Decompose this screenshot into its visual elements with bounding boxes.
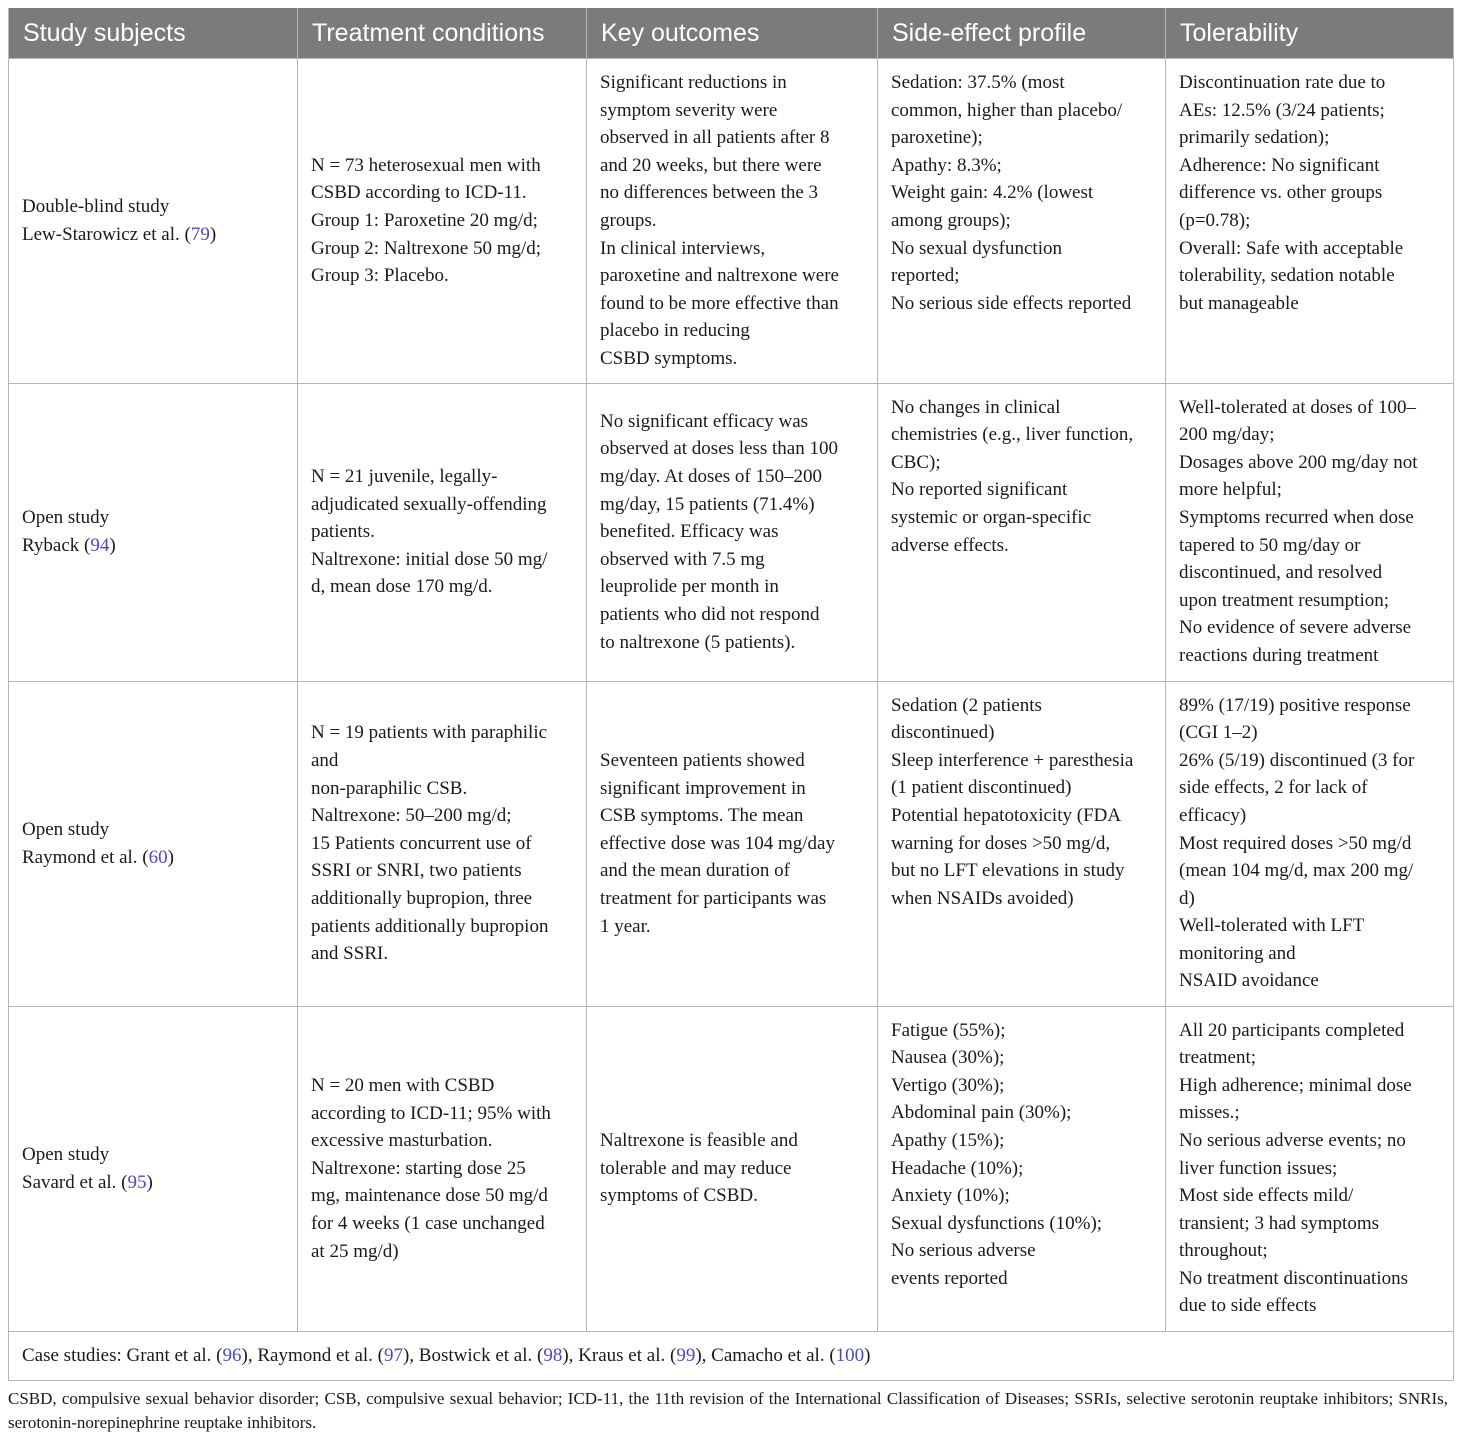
- author-text: Ryback (: [22, 535, 91, 557]
- cell-text-line: leuprolide per month in: [600, 576, 779, 598]
- case-studies-text: ), Camacho et al. (: [695, 1344, 836, 1366]
- cell-text-line: but no LFT elevations in study: [891, 860, 1125, 882]
- cell-text-line: Dosages above 200 mg/day not: [1179, 451, 1418, 473]
- outcomes-cell: [587, 1006, 878, 1331]
- tolerability-cell: [1166, 59, 1454, 384]
- cell-text-line: (mean 104 mg/d, max 200 mg/: [1179, 860, 1414, 882]
- cell-text-line: patients additionally bupropion: [311, 915, 549, 937]
- cell-text-line: placebo in reducing: [600, 320, 750, 342]
- author-text: ): [167, 846, 174, 868]
- cell-text-line: No changes in clinical: [891, 396, 1061, 418]
- cell-text-line: observed at doses less than 100: [600, 438, 838, 460]
- cell-text-line: more helpful;: [1179, 479, 1282, 501]
- reference-link[interactable]: 60: [148, 846, 168, 868]
- cell-text-line: No serious side effects reported: [891, 292, 1132, 314]
- treatment-cell: [298, 681, 587, 1006]
- cell-text-line: Group 2: Naltrexone 50 mg/d;: [311, 237, 542, 259]
- cell-text-line: groups.: [600, 209, 657, 231]
- cell-text-line: Naltrexone is feasible and: [600, 1130, 798, 1152]
- study-author: [22, 221, 284, 249]
- cell-text-line: No serious adverse events; no: [1179, 1129, 1406, 1151]
- cell-text-line: High adherence; minimal dose: [1179, 1074, 1412, 1096]
- study-design: Open study: [22, 507, 110, 529]
- table-row: [9, 681, 1454, 1006]
- cell-text-line: 15 Patients concurrent use of: [311, 832, 532, 854]
- cell-text-line: benefited. Efficacy was: [600, 521, 779, 543]
- table-footnote: CSBD, compulsive sexual behavior disorder; CSB, compulsive sexual behavior; ICD-11, the 11th revision of the International Classification of Diseases; SSRIs, selective serotonin reuptake inhibitors; SNRIs, serotonin-norepinephrine reuptake inhibitors.: [8, 1388, 1448, 1432]
- cell-text-line: adverse effects.: [891, 534, 1009, 556]
- case-studies-text: ), Raymond et al. (: [241, 1344, 384, 1366]
- cell-text-line: difference vs. other groups: [1179, 182, 1383, 204]
- cell-text-line: No significant efficacy was: [600, 410, 809, 432]
- case-studies-text: ), Kraus et al. (: [562, 1344, 677, 1366]
- cell-text-line: reactions during treatment: [1179, 644, 1379, 666]
- cell-text-line: misses.;: [1179, 1102, 1240, 1124]
- cell-text-line: liver function issues;: [1179, 1157, 1338, 1179]
- cell-text-line: Significant reductions in: [600, 72, 787, 93]
- cell-text-line: Group 1: Paroxetine 20 mg/d;: [311, 209, 538, 231]
- cell-text-line: 200 mg/day;: [1179, 424, 1275, 446]
- reference-link[interactable]: 96: [222, 1344, 242, 1366]
- cell-text-line: discontinued, and resolved: [1179, 562, 1383, 584]
- cell-text-line: N = 21 juvenile, legally-: [311, 466, 498, 488]
- treatment-cell: [298, 383, 587, 681]
- cell-text-line: due to side effects: [1179, 1295, 1317, 1317]
- cell-text-line: side effects, 2 for lack of: [1179, 777, 1368, 799]
- cell-text-line: d, mean dose 170 mg/d.: [311, 576, 493, 598]
- cell-text-line: according to ICD-11; 95% with: [311, 1102, 551, 1124]
- cell-text-line: patients.: [311, 521, 375, 543]
- cell-text-line: to naltrexone (5 patients).: [600, 631, 796, 653]
- tolerability-cell: [1166, 1006, 1454, 1331]
- case-studies-cell: [9, 1331, 1454, 1380]
- cell-text-line: Naltrexone: 50–200 mg/d;: [311, 805, 512, 827]
- reference-link[interactable]: 97: [383, 1344, 403, 1366]
- cell-text-line: Discontinuation rate due to: [1179, 72, 1386, 93]
- cell-text-line: Most required doses >50 mg/d: [1179, 832, 1412, 854]
- author-text: ): [146, 1171, 153, 1193]
- cell-text-line: No reported significant: [891, 479, 1068, 501]
- outcomes-cell: [587, 383, 878, 681]
- table-row: [9, 59, 1454, 384]
- cell-text-line: adjudicated sexually-offending: [311, 493, 547, 515]
- cell-text-line: for 4 weeks (1 case unchanged: [311, 1212, 545, 1234]
- cell-text-line: treatment;: [1179, 1047, 1257, 1069]
- cell-text-line: CSBD according to ICD-11.: [311, 182, 527, 204]
- tolerability-cell: [1166, 383, 1454, 681]
- cell-text-line: primarily sedation);: [1179, 127, 1330, 149]
- cell-text-line: Potential hepatotoxicity (FDA: [891, 804, 1122, 826]
- study-subject-cell: [9, 383, 298, 681]
- cell-text-line: N = 19 patients with paraphilic: [311, 722, 548, 744]
- cell-text-line: discontinued): [891, 722, 995, 744]
- cell-text-line: and the mean duration of: [600, 860, 790, 882]
- cell-text-line: AEs: 12.5% (3/24 patients;: [1179, 99, 1385, 121]
- cell-text-line: warning for doses >50 mg/d,: [891, 832, 1111, 854]
- study-subject-cell: [9, 681, 298, 1006]
- cell-text-line: Apathy (15%);: [891, 1129, 1005, 1151]
- cell-text-line: Weight gain: 4.2% (lowest: [891, 182, 1094, 204]
- cell-text-line: All 20 participants completed: [1179, 1019, 1405, 1041]
- cell-text-line: Abdominal pain (30%);: [891, 1102, 1072, 1124]
- cell-text-line: non-paraphilic CSB.: [311, 777, 468, 799]
- cell-text-line: events reported: [891, 1267, 1008, 1289]
- case-studies-text: ), Bostwick et al. (: [402, 1344, 544, 1366]
- cell-text-line: mg, maintenance dose 50 mg/d: [311, 1185, 548, 1207]
- cell-text-line: observed with 7.5 mg: [600, 548, 765, 570]
- side-effects-cell: [878, 1006, 1166, 1331]
- cell-text-line: efficacy): [1179, 804, 1247, 826]
- cell-text-line: and SSRI.: [311, 943, 389, 965]
- cell-text-line: No serious adverse: [891, 1240, 1036, 1262]
- document: [8, 8, 1453, 1435]
- treatment-cell: [298, 59, 587, 384]
- treatment-cell: [298, 1006, 587, 1331]
- cell-text-line: Well-tolerated with LFT: [1179, 915, 1365, 937]
- cell-text-line: symptoms of CSBD.: [600, 1185, 758, 1207]
- cell-text-line: d): [1179, 887, 1195, 909]
- table-row: [9, 1006, 1454, 1331]
- cell-text-line: tolerable and may reduce: [600, 1157, 792, 1179]
- author-text: Lew-Starowicz et al. (: [22, 223, 191, 245]
- cell-text-line: monitoring and: [1179, 942, 1296, 964]
- cell-text-line: mg/day. At doses of 150–200: [600, 466, 823, 488]
- outcomes-cell: [587, 59, 878, 384]
- cell-text-line: (CGI 1–2): [1179, 722, 1258, 744]
- cell-text-line: Naltrexone: initial dose 50 mg/: [311, 548, 548, 570]
- author-text: Raymond et al. (: [22, 846, 149, 868]
- cell-text-line: Overall: Safe with acceptable: [1179, 237, 1404, 259]
- cell-text-line: 89% (17/19) positive response: [1179, 694, 1411, 716]
- header-key-outcomes: Key outcomes: [587, 8, 878, 59]
- cell-text-line: but manageable: [1179, 292, 1299, 314]
- cell-text-line: among groups);: [891, 209, 1011, 231]
- side-effects-cell: [878, 681, 1166, 1006]
- cell-text-line: 1 year.: [600, 915, 651, 937]
- cell-text-line: tolerability, sedation notable: [1179, 265, 1395, 287]
- cell-text-line: paroxetine and naltrexone were: [600, 265, 839, 287]
- cell-text-line: CBC);: [891, 451, 941, 473]
- cell-text-line: paroxetine);: [891, 127, 983, 149]
- cell-text-line: mg/day, 15 patients (71.4%): [600, 493, 815, 515]
- cell-text-line: no differences between the 3: [600, 182, 819, 204]
- header-side-effect-profile: Side-effect profile: [878, 8, 1166, 59]
- cell-text-line: Sedation: 37.5% (most: [891, 72, 1065, 93]
- reference-link[interactable]: 95: [127, 1171, 147, 1193]
- reference-link[interactable]: 98: [543, 1344, 563, 1366]
- cell-text-line: In clinical interviews,: [600, 237, 766, 259]
- study-design: Open study: [22, 1143, 110, 1165]
- reference-link[interactable]: 100: [835, 1344, 865, 1366]
- cell-text-line: Well-tolerated at doses of 100–: [1179, 396, 1416, 418]
- cell-text-line: effective dose was 104 mg/day: [600, 832, 835, 854]
- cell-text-line: (p=0.78);: [1179, 209, 1251, 231]
- cell-text-line: at 25 mg/d): [311, 1240, 399, 1262]
- study-subject-cell: [9, 59, 298, 384]
- cell-text-line: No evidence of severe adverse: [1179, 617, 1412, 639]
- cell-text-line: Sleep interference + paresthesia: [891, 749, 1134, 771]
- cell-text-line: symptom severity were: [600, 99, 778, 121]
- cell-text-line: Adherence: No significant: [1179, 154, 1380, 176]
- study-subject-cell: [9, 1006, 298, 1331]
- study-table: [8, 8, 1454, 1381]
- cell-text-line: 26% (5/19) discontinued (3 for: [1179, 749, 1415, 771]
- cell-text-line: additionally bupropion, three: [311, 887, 533, 909]
- cell-text-line: Headache (10%);: [891, 1157, 1024, 1179]
- cell-text-line: Nausea (30%);: [891, 1047, 1005, 1069]
- case-studies-prefix: Case studies: Grant et al. (: [22, 1344, 223, 1366]
- cell-text-line: found to be more effective than: [600, 292, 839, 314]
- cell-text-line: Fatigue (55%);: [891, 1019, 1006, 1041]
- cell-text-line: No sexual dysfunction: [891, 237, 1062, 259]
- case-studies-text: ): [864, 1344, 871, 1366]
- reference-link[interactable]: 94: [90, 535, 110, 557]
- cell-text-line: patients who did not respond: [600, 604, 820, 626]
- cell-text-line: and 20 weeks, but there were: [600, 154, 822, 176]
- cell-text-line: N = 73 heterosexual men with: [311, 154, 541, 176]
- reference-link[interactable]: 99: [676, 1344, 696, 1366]
- cell-text-line: (1 patient discontinued): [891, 777, 1072, 799]
- cell-text-line: No treatment discontinuations: [1179, 1267, 1409, 1289]
- cell-text-line: observed in all patients after 8: [600, 127, 830, 149]
- cell-text-line: CSBD symptoms.: [600, 347, 738, 369]
- cell-text-line: when NSAIDs avoided): [891, 887, 1074, 909]
- study-design: Open study: [22, 818, 110, 840]
- cell-text-line: CSB symptoms. The mean: [600, 805, 804, 827]
- header-study-subjects: Study subjects: [9, 8, 298, 59]
- cell-text-line: Most side effects mild/: [1179, 1185, 1354, 1207]
- cell-text-line: significant improvement in: [600, 777, 806, 799]
- cell-text-line: treatment for participants was: [600, 887, 827, 909]
- cell-text-line: upon treatment resumption;: [1179, 589, 1390, 611]
- cell-text-line: Symptoms recurred when dose: [1179, 506, 1414, 528]
- cell-text-line: Sedation (2 patients: [891, 694, 1042, 716]
- cell-text-line: tapered to 50 mg/day or: [1179, 534, 1361, 556]
- cell-text-line: chemistries (e.g., liver function,: [891, 424, 1134, 446]
- cell-text-line: Apathy: 8.3%;: [891, 154, 1002, 176]
- cell-text-line: systemic or organ-specific: [891, 506, 1092, 528]
- cell-text-line: excessive masturbation.: [311, 1130, 493, 1152]
- cell-text-line: reported;: [891, 265, 960, 287]
- study-author: [22, 1169, 284, 1197]
- study-design: Double-blind study: [22, 196, 170, 218]
- cell-text-line: SSRI or SNRI, two patients: [311, 860, 522, 882]
- tolerability-cell: [1166, 681, 1454, 1006]
- cell-text-line: Seventeen patients showed: [600, 749, 805, 771]
- table-row: [9, 383, 1454, 681]
- cell-text-line: common, higher than placebo/: [891, 99, 1123, 121]
- side-effects-cell: [878, 383, 1166, 681]
- author-text: ): [209, 223, 217, 245]
- author-text: ): [109, 535, 116, 557]
- header-tolerability: Tolerability: [1166, 8, 1454, 59]
- cell-text-line: Naltrexone: starting dose 25: [311, 1157, 526, 1179]
- cell-text-line: NSAID avoidance: [1179, 970, 1319, 992]
- cell-text-line: N = 20 men with CSBD: [311, 1074, 495, 1096]
- cell-text-line: Sexual dysfunctions (10%);: [891, 1212, 1103, 1234]
- author-text: Savard et al. (: [22, 1171, 128, 1193]
- side-effects-cell: [878, 59, 1166, 384]
- cell-text-line: throughout;: [1179, 1240, 1268, 1262]
- cell-text-line: Group 3: Placebo.: [311, 265, 449, 287]
- reference-link[interactable]: 79: [190, 223, 210, 245]
- study-author: [22, 532, 284, 560]
- cell-text-line: transient; 3 had symptoms: [1179, 1212, 1380, 1234]
- cell-text-line: Vertigo (30%);: [891, 1074, 1005, 1096]
- table-header-row: [9, 8, 1454, 59]
- cell-text-line: and: [311, 749, 339, 771]
- case-studies-row: [9, 1331, 1454, 1380]
- outcomes-cell: [587, 681, 878, 1006]
- study-author: [22, 844, 284, 872]
- header-treatment-conditions: Treatment conditions: [298, 8, 587, 59]
- cell-text-line: Anxiety (10%);: [891, 1185, 1010, 1207]
